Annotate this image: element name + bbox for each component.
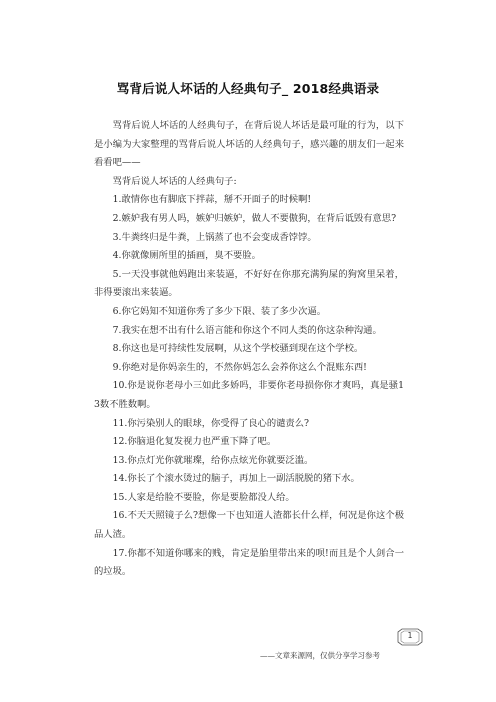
list-item: 1.敢情你也有脚底下拌蒜，掰不开面子的时候啊! <box>112 194 312 206</box>
page-badge-frame-icon <box>397 628 423 646</box>
list-item: 14.你长了个滚水烫过的脑子，再加上一副活脱脱的猪下水。 <box>112 473 360 485</box>
section-heading: 骂背后说人坏话的人经典句子: <box>112 175 237 187</box>
page-number: 1 <box>407 631 413 640</box>
list-item: 16.不天天照镜子么?想像一下也知道人渣都长什么样，何况是你这个极品人渣。 <box>94 510 404 541</box>
list-item: 3.牛粪终归是牛粪，上锅蒸了也不会变成香饽饽。 <box>112 231 317 243</box>
intro-paragraph: 骂背后说人坏话的人经典句子，在背后说人坏话是最可耻的行为，以下是小编为大家整理的骂背后说人坏话的人经典句子，感兴趣的朋友们一起来看看吧—— <box>94 120 404 169</box>
list-item: 9.你绝对是你妈亲生的，不然你妈怎么会养你这么个混账东西! <box>112 361 367 373</box>
document-body <box>94 117 404 582</box>
list-item: 4.你就像厕所里的插画，臭不要脸。 <box>112 250 261 262</box>
list-item: 6.你它妈知不知道你秀了多少下限、装了多少次逼。 <box>112 305 326 317</box>
source-note: ——文章来源网，仅供分享学习参考 <box>260 651 380 660</box>
list-item: 13.你点灯光你就璀璨，给你点炫光你就要泛滥。 <box>112 454 314 466</box>
list-item: 2.嫉妒我有男人吗，嫉妒归嫉妒，做人不要傲狗，在背后诋毁有意思? <box>112 212 397 224</box>
list-item: 8.你这也是可持续性发展啊，从这个学校骚到现在这个学校。 <box>112 343 364 355</box>
list-item: 12.你脑退化复发视力也严重下降了吧。 <box>112 436 277 448</box>
page-number-badge <box>397 628 423 646</box>
list-item: 15.人家是给脸不要脸，你是要脸都没人给。 <box>112 491 295 503</box>
list-item: 7.我实在想不出有什么语言能和你这个不同人类的你这杂种沟通。 <box>112 324 382 336</box>
list-item: 11.你污染别人的眼球，你受得了良心的谴责么? <box>112 417 310 429</box>
list-item: 17.你都不知道你哪来的贱，肯定是胎里带出来的呗!而且是个人剑合一的垃圾。 <box>94 547 404 578</box>
list-item: 5.一天没事就他妈跑出来装逼，不好好在你那充满狗屎的狗窝里呆着，非得要滚出来装逼。 <box>94 268 404 299</box>
document-title: 骂背后说人坏话的人经典句子_ 2018经典语录 <box>116 81 380 96</box>
list-item: 10.你是说你老母小三如此多娇吗，非要你老母损你你才爽吗，真是骚13数不胜数啊。 <box>94 380 404 410</box>
